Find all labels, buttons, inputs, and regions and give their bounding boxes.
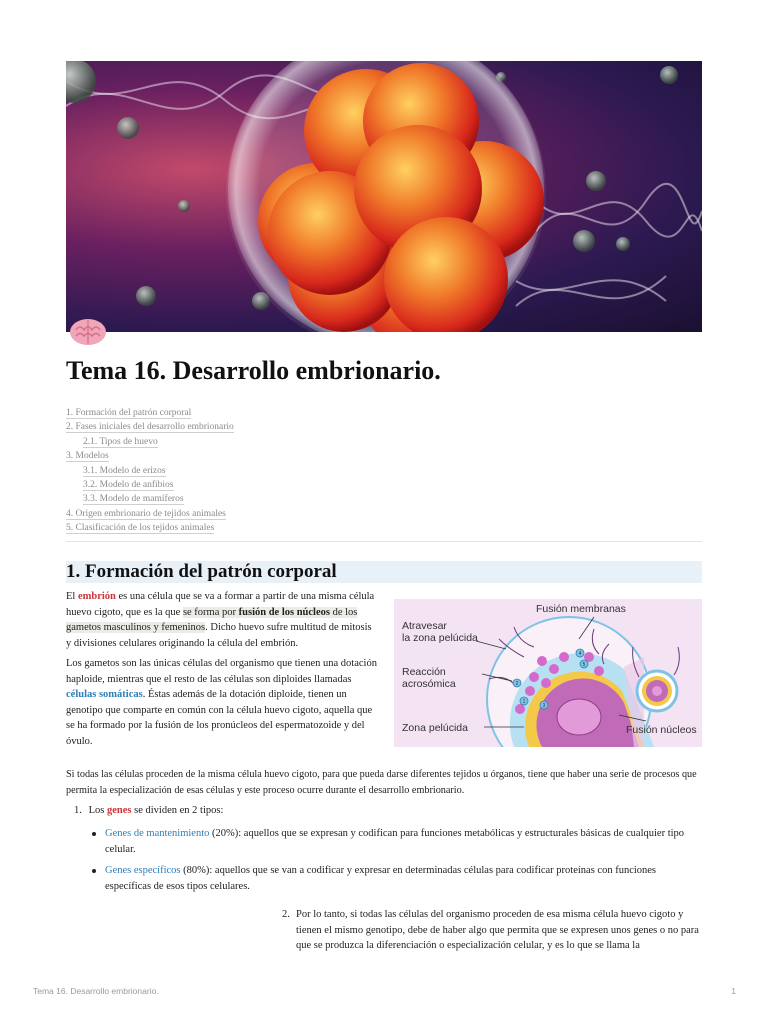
term-embrion: embrión — [77, 591, 116, 602]
list-item: 1. Los genes se dividen en 2 tipos: — [74, 805, 224, 816]
divider — [66, 541, 702, 542]
svg-text:1: 1 — [522, 699, 526, 705]
toc-item[interactable]: 3.2. Modelo de anfibios — [83, 479, 174, 490]
svg-text:4: 4 — [578, 651, 582, 657]
label-atravesar-1: Atravesar — [402, 620, 447, 632]
toc-item[interactable]: 3. Modelos — [66, 451, 109, 462]
list-item: 2. Por lo tanto, si todas las células del organismo proceden de esa misma célula huevo cigoto y tienen el mismo genotipo, debe de haber algo que permita que se expresen unos genes o no para que se produzca la diferenciación o especialización celular, y es lo que se llama la — [282, 909, 699, 952]
svg-text:2: 2 — [515, 681, 519, 687]
svg-text:3: 3 — [542, 703, 546, 709]
label-atravesar-2: la zona pelúcida — [402, 632, 478, 644]
table-of-contents — [66, 406, 702, 536]
term-celulas-somaticas: células somáticas — [66, 689, 143, 701]
section-heading: 1. Formación del patrón corporal — [66, 561, 702, 583]
list-item: Genes de mantenimiento (20%): aquellos que se expresan y codifican para funciones metabólicas y estructurales básicas de cualquier tipo celular. — [90, 826, 702, 857]
toc-item[interactable]: 5. Clasificación de los tejidos animales — [66, 523, 215, 534]
cover-image — [66, 61, 702, 332]
list-item: Genes específicos (80%): aquellos que se van a codificar y expresar en determinadas células para codificar proteínas con funciones específicas de esos tipos celulares. — [90, 863, 702, 894]
paragraph: Si todas las células proceden de la misma célula huevo cigoto, para que pueda darse diferentes tejidos u órganos, tiene que haber una serie de procesos que permita la especialización de esas células y este proceso ocurre durante el desarrollo embrionario. — [66, 769, 697, 796]
paragraph: El embrión es una célula que se va a formar a partir de una misma célula huevo cigoto, que es la que se forma por fusión de los núcleos de los gametos masculinos y femeninos. Dicho huevo sufre multitud de mitosis y divisiones celulares originando la célula del embrión. — [66, 591, 375, 649]
paragraph: Los gametos son las únicas células del organismo que tienen una dotación haploide, mientras que el resto de las células son diploides llamadas células somáticas. Éstas además de la dotación diploide, tienen un genotipo que comparte en común con la célula huevo cigoto, aquella que se ha formado por la fusión de los pronúcleos del espermatozoide y del óvulo. — [66, 658, 377, 747]
toc-item[interactable]: 4. Origen embrionario de tejidos animales — [66, 508, 226, 519]
toc-item[interactable]: 2.1. Tipos de huevo — [83, 436, 158, 447]
bullet-list — [90, 826, 702, 857]
term-genes: genes — [107, 805, 132, 816]
label-reaccion-1: Reacción — [402, 666, 446, 678]
fertilization-diagram — [394, 599, 702, 747]
term-genes-especificos: Genes específicos — [105, 865, 181, 876]
bullet-list — [90, 863, 702, 894]
toc-item[interactable]: 3.3. Modelo de mamíferos — [83, 494, 184, 505]
highlight-fusion: fusión de los núcleos — [238, 606, 330, 618]
label-reaccion-2: acrosómica — [402, 678, 456, 690]
page-number: 1 — [731, 986, 736, 996]
toc-item[interactable]: 1. Formación del patrón corporal — [66, 408, 192, 418]
toc-item[interactable]: 2. Fases iniciales del desarrollo embrionario — [66, 422, 234, 433]
brain-icon — [68, 316, 108, 348]
page-title: Tema 16. Desarrollo embrionario. — [66, 356, 441, 385]
footer-title: Tema 16. Desarrollo embrionario. — [33, 986, 159, 996]
svg-text:5: 5 — [582, 662, 586, 668]
term-genes-mantenimiento: Genes de mantenimiento — [105, 828, 210, 839]
toc-item[interactable]: 3.1. Modelo de erizos — [83, 465, 166, 476]
label-fusion-nucleos: Fusión núcleos — [626, 724, 697, 736]
label-fusion-membranas: Fusión membranas — [536, 603, 626, 615]
label-zona-pelucida: Zona pelúcida — [402, 722, 468, 734]
